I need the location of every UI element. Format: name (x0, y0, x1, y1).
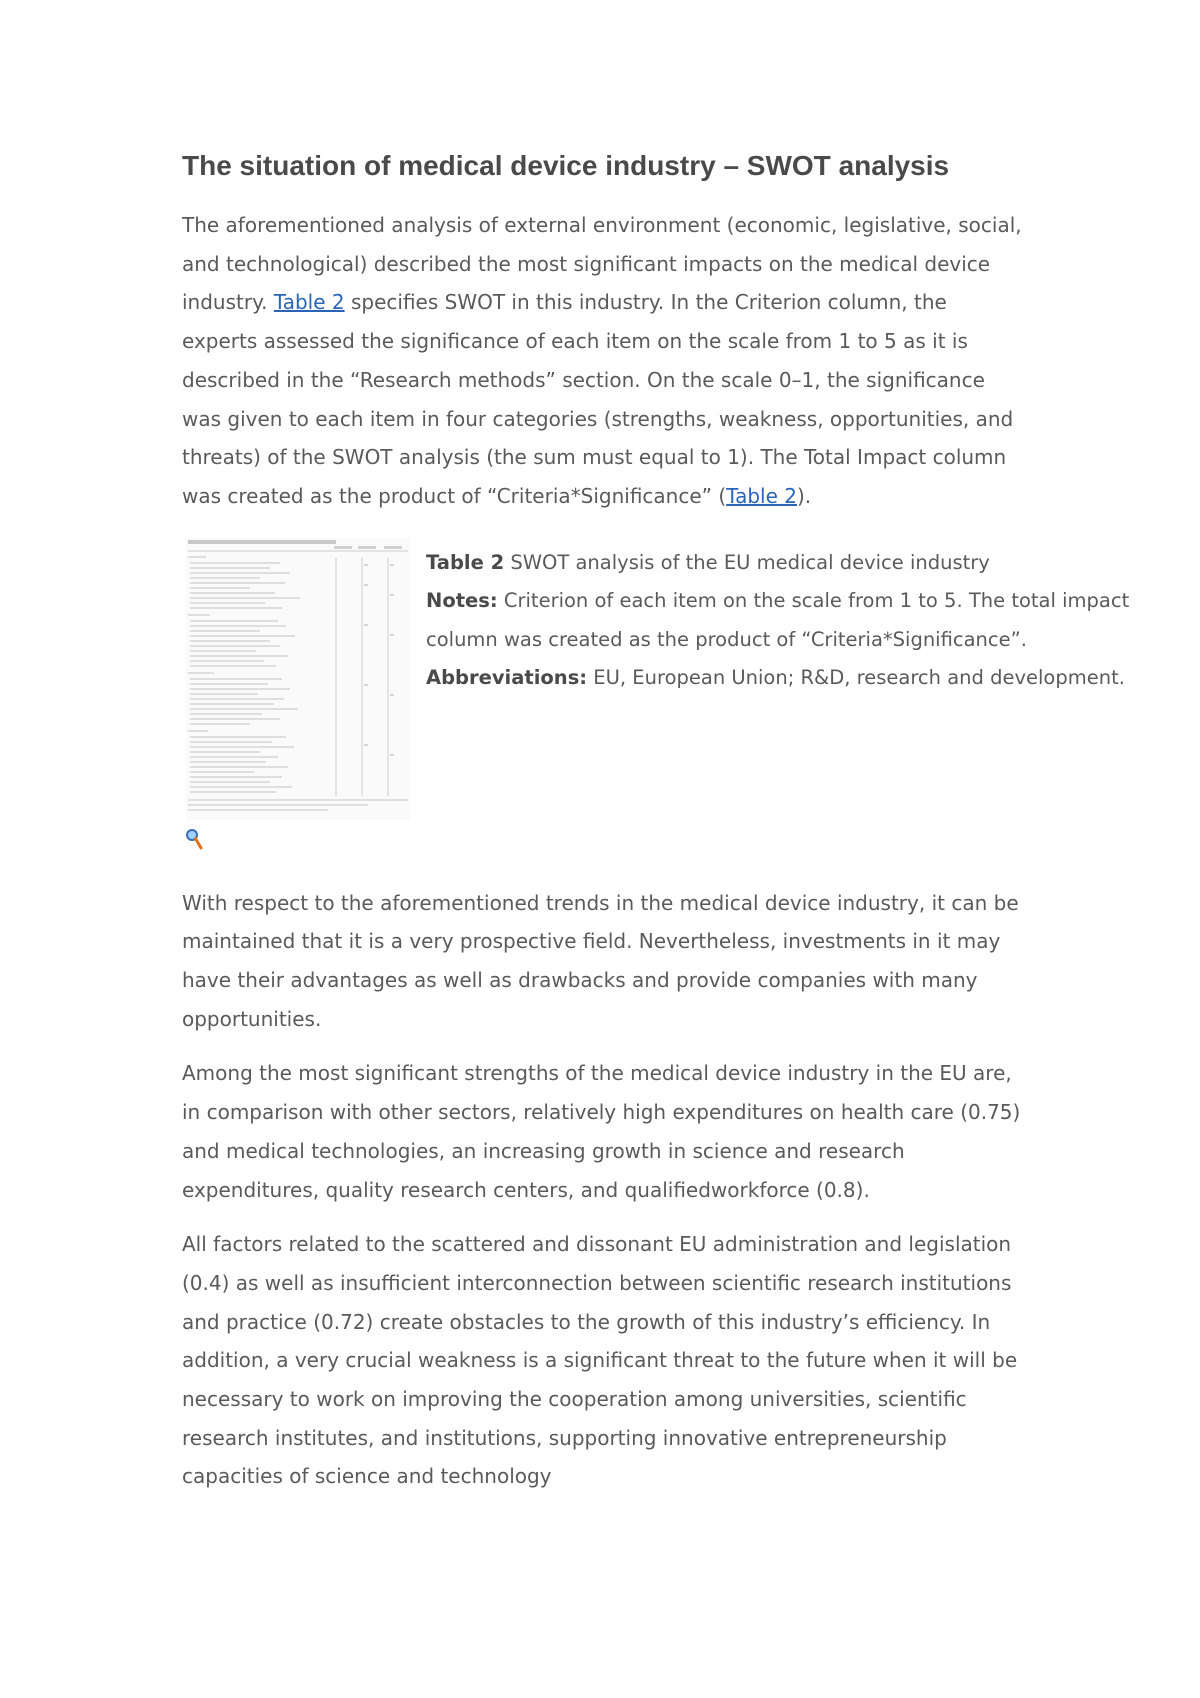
intro-text-2: specifies SWOT in this industry. In the Criterion column, the experts assessed the significance of each item on the scale from 1 to 5 as it is described in the “Research methods” section. On the scale 0–1, the significance was given to each item in four categories (strengths, weakness, opportunities, and threats) of the SWOT analysis (the sum must equal to 1). The Total Impact column was created as the product of “Criteria*Significance” ( (182, 290, 1014, 508)
body-paragraphs (182, 884, 1022, 1497)
abbreviations-label: Abbreviations: (426, 666, 588, 690)
intro-paragraph (182, 206, 1022, 516)
table-2-link-inline[interactable]: Table 2 (726, 483, 797, 508)
abbreviations-text: EU, European Union; R&D, research and development. (587, 666, 1125, 690)
article (182, 148, 1130, 1512)
paragraph-strengths: Among the most significant strengths of the medical device industry in the EU are, in comparison with other sectors, relatively high expenditures on health care (0.75) and medical technologies, an increasing growth in science and research expenditures, quality research centers, and qualifiedworkforce (0.8). (182, 1061, 1021, 1202)
table-caption (426, 544, 1186, 698)
caption-abbr-line (426, 659, 1186, 698)
notes-label: Notes: (426, 589, 498, 613)
table-thumbnail[interactable] (186, 538, 410, 820)
caption-notes-line (426, 582, 1186, 659)
page-title: The situation of medical device industry – SWOT analysis (182, 150, 950, 181)
intro-text-1: The aforementioned analysis of external environment (economic, legislative, social, and technological) described the most significant impacts on the medical device industry. (182, 213, 1022, 315)
notes-text: Criterion of each item on the scale from 1 to 5. The total impact column was created as the product of “Criteria*Significance”. (426, 589, 1130, 651)
caption-text: SWOT analysis of the EU medical device industry (504, 550, 990, 574)
intro-text-3: ). (796, 483, 812, 508)
paragraph-trends: With respect to the aforementioned trends in the medical device industry, it can be maintained that it is a very prospective field. Nevertheless, investments in it may have their advantages as well as drawbacks and provide companies with many opportunities. (182, 890, 1019, 1031)
table-figure (182, 532, 1130, 862)
caption-label: Table 2 (426, 550, 505, 574)
table-2-link[interactable]: Table 2 (273, 290, 345, 315)
caption-title-line (426, 544, 1186, 583)
magnifier-icon[interactable] (185, 828, 207, 854)
paragraph-weaknesses: All factors related to the scattered and dissonant EU administration and legislation (0.4) as well as insufficient interconnection between scientific research institutions and practice (0.72) create obstacles to the growth of this industry’s efficiency. In addition, a very crucial weakness is a significant threat to the future when it will be necessary to work on improving the cooperation among universities, scientific research institutes, and institutions, supporting innovative entrepreneurship capacities of science and technology (182, 1232, 1018, 1489)
table-thumbnail-image (186, 538, 410, 820)
